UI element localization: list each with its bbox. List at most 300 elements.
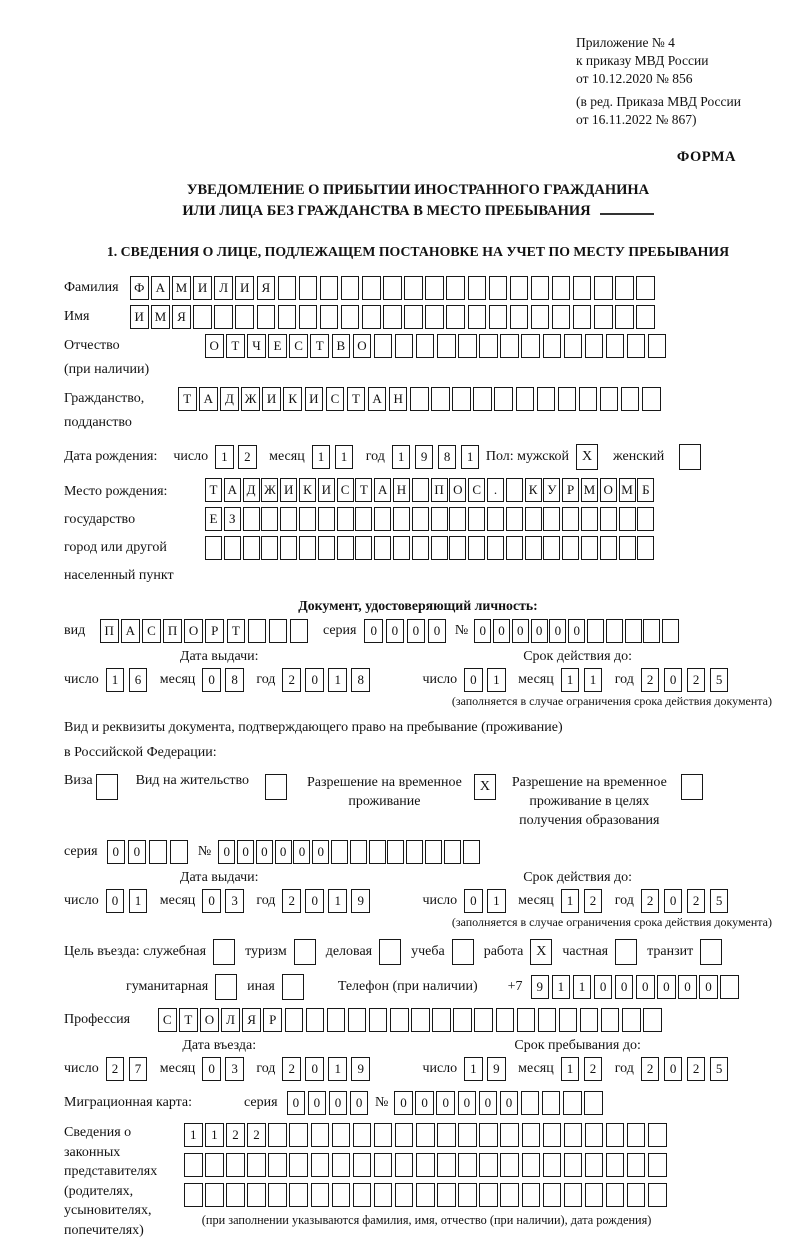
char-cell[interactable]: 0 [474,619,491,643]
char-cell[interactable] [573,305,592,329]
char-cell[interactable]: 0 [415,1091,434,1115]
checkbox-visa[interactable] [96,774,118,800]
char-cell[interactable] [332,1183,351,1207]
doc-valid-month-boxes[interactable] [561,668,607,692]
char-cell[interactable] [648,1123,667,1147]
char-cell[interactable]: 0 [458,1091,477,1115]
char-cell[interactable] [247,1183,266,1207]
char-cell[interactable]: 0 [464,668,483,692]
char-cell[interactable] [289,1183,308,1207]
char-cell[interactable]: 3 [225,1057,244,1081]
char-cell[interactable] [452,387,471,411]
stay-day-boxes[interactable] [464,1057,510,1081]
char-cell[interactable] [468,276,487,300]
char-cell[interactable] [458,1153,477,1177]
char-cell[interactable]: 1 [312,445,331,469]
char-cell[interactable] [510,305,529,329]
char-cell[interactable] [383,305,402,329]
char-cell[interactable]: Т [178,387,197,411]
char-cell[interactable] [521,1091,540,1115]
char-cell[interactable]: 0 [237,840,254,864]
char-cell[interactable] [584,1091,603,1115]
char-cell[interactable] [193,305,212,329]
char-cell[interactable] [627,334,646,358]
char-cell[interactable] [458,334,477,358]
char-cell[interactable] [369,1008,388,1032]
checkbox-purpose-work[interactable]: X [530,939,552,965]
char-cell[interactable]: Т [355,478,372,502]
char-cell[interactable]: А [199,387,218,411]
char-cell[interactable]: 9 [531,975,550,999]
permit-valid-day-boxes[interactable] [464,889,510,913]
citizenship-boxes[interactable] [178,387,663,411]
char-cell[interactable] [425,840,442,864]
char-cell[interactable] [446,276,465,300]
checkbox-purpose-transit[interactable] [700,939,722,965]
char-cell[interactable]: И [280,478,297,502]
char-cell[interactable] [374,334,393,358]
permit-issue-year-boxes[interactable] [282,889,374,913]
char-cell[interactable]: 0 [107,840,126,864]
char-cell[interactable]: 1 [561,889,580,913]
profession-boxes[interactable] [158,1008,664,1032]
entry-year-boxes[interactable] [282,1057,374,1081]
char-cell[interactable] [506,536,523,560]
char-cell[interactable]: 0 [275,840,292,864]
char-cell[interactable] [594,276,613,300]
char-cell[interactable] [531,276,550,300]
char-cell[interactable]: 5 [710,668,729,692]
char-cell[interactable]: 2 [641,1057,660,1081]
char-cell[interactable] [431,387,450,411]
birth-day-boxes[interactable] [215,445,261,469]
char-cell[interactable] [600,387,619,411]
char-cell[interactable] [525,507,542,531]
char-cell[interactable] [437,334,456,358]
char-cell[interactable] [543,1153,562,1177]
char-cell[interactable] [522,1183,541,1207]
char-cell[interactable]: 0 [512,619,529,643]
char-cell[interactable] [489,305,508,329]
doc-number-boxes[interactable] [474,619,681,643]
char-cell[interactable]: 2 [584,1057,603,1081]
char-cell[interactable] [341,305,360,329]
char-cell[interactable] [474,1008,493,1032]
char-cell[interactable]: 1 [392,445,411,469]
char-cell[interactable]: О [205,334,224,358]
char-cell[interactable]: С [158,1008,177,1032]
guardians-boxes-row2[interactable] [184,1153,669,1177]
char-cell[interactable]: 0 [202,889,221,913]
permit-issue-month-boxes[interactable] [202,889,248,913]
char-cell[interactable] [437,1153,456,1177]
char-cell[interactable] [579,387,598,411]
char-cell[interactable] [226,1153,245,1177]
char-cell[interactable] [627,1183,646,1207]
char-cell[interactable]: Т [226,334,245,358]
char-cell[interactable] [299,536,316,560]
migcard-series-boxes[interactable] [287,1091,371,1115]
char-cell[interactable]: О [600,478,617,502]
char-cell[interactable] [261,536,278,560]
char-cell[interactable] [517,1008,536,1032]
char-cell[interactable] [393,536,410,560]
char-cell[interactable] [362,276,381,300]
char-cell[interactable]: О [449,478,466,502]
char-cell[interactable] [353,1183,372,1207]
char-cell[interactable]: Я [242,1008,261,1032]
checkbox-purpose-other[interactable] [282,974,304,1000]
char-cell[interactable]: 5 [710,1057,729,1081]
char-cell[interactable]: 8 [351,668,370,692]
char-cell[interactable]: И [235,276,254,300]
char-cell[interactable]: 9 [351,1057,370,1081]
char-cell[interactable] [257,305,276,329]
char-cell[interactable] [268,1153,287,1177]
char-cell[interactable] [406,840,423,864]
char-cell[interactable] [268,1183,287,1207]
char-cell[interactable] [564,1153,583,1177]
char-cell[interactable] [395,1123,414,1147]
char-cell[interactable] [468,507,485,531]
char-cell[interactable] [235,305,254,329]
char-cell[interactable] [327,1008,346,1032]
char-cell[interactable]: Ж [261,478,278,502]
char-cell[interactable] [226,1183,245,1207]
char-cell[interactable] [404,276,423,300]
char-cell[interactable] [627,1153,646,1177]
char-cell[interactable]: 0 [293,840,310,864]
char-cell[interactable]: Т [310,334,329,358]
entry-month-boxes[interactable] [202,1057,248,1081]
char-cell[interactable] [374,536,391,560]
char-cell[interactable]: С [337,478,354,502]
stay-month-boxes[interactable] [561,1057,607,1081]
char-cell[interactable] [449,536,466,560]
char-cell[interactable] [594,305,613,329]
char-cell[interactable] [170,840,189,864]
char-cell[interactable] [412,478,429,502]
char-cell[interactable]: 0 [308,1091,327,1115]
char-cell[interactable]: 0 [305,1057,324,1081]
char-cell[interactable]: 0 [594,975,613,999]
char-cell[interactable] [416,1183,435,1207]
char-cell[interactable] [289,1153,308,1177]
char-cell[interactable] [564,334,583,358]
char-cell[interactable]: И [318,478,335,502]
char-cell[interactable] [395,1153,414,1177]
char-cell[interactable] [537,387,556,411]
char-cell[interactable] [543,1123,562,1147]
char-cell[interactable] [320,276,339,300]
birthplace-boxes-row2[interactable] [205,507,656,531]
surname-boxes[interactable] [130,276,657,300]
char-cell[interactable] [416,334,435,358]
char-cell[interactable]: В [332,334,351,358]
char-cell[interactable] [538,1008,557,1032]
char-cell[interactable]: 0 [479,1091,498,1115]
char-cell[interactable]: А [374,478,391,502]
char-cell[interactable] [337,536,354,560]
char-cell[interactable] [289,1123,308,1147]
char-cell[interactable] [622,1008,641,1032]
char-cell[interactable]: 0 [312,840,329,864]
char-cell[interactable] [543,536,560,560]
char-cell[interactable] [606,1183,625,1207]
char-cell[interactable]: Т [205,478,222,502]
char-cell[interactable]: И [193,276,212,300]
char-cell[interactable] [543,334,562,358]
char-cell[interactable] [648,1183,667,1207]
char-cell[interactable] [411,1008,430,1032]
char-cell[interactable] [383,276,402,300]
char-cell[interactable] [487,507,504,531]
guardians-boxes-row1[interactable] [184,1123,669,1147]
char-cell[interactable] [332,1153,351,1177]
char-cell[interactable]: 0 [500,1091,519,1115]
char-cell[interactable]: 2 [687,1057,706,1081]
char-cell[interactable] [184,1183,203,1207]
char-cell[interactable] [489,276,508,300]
char-cell[interactable]: 0 [657,975,676,999]
checkbox-purpose-business[interactable] [379,939,401,965]
char-cell[interactable]: 7 [129,1057,148,1081]
char-cell[interactable]: 0 [636,975,655,999]
char-cell[interactable]: П [100,619,119,643]
char-cell[interactable]: С [289,334,308,358]
char-cell[interactable]: 1 [184,1123,203,1147]
char-cell[interactable]: О [184,619,203,643]
char-cell[interactable]: О [353,334,372,358]
char-cell[interactable] [437,1183,456,1207]
char-cell[interactable] [581,507,598,531]
char-cell[interactable]: 2 [687,668,706,692]
permit-valid-month-boxes[interactable] [561,889,607,913]
permit-series-boxes[interactable] [107,840,191,864]
char-cell[interactable] [468,536,485,560]
phone-boxes[interactable] [531,975,742,999]
char-cell[interactable] [453,1008,472,1032]
char-cell[interactable] [243,507,260,531]
char-cell[interactable] [479,1123,498,1147]
char-cell[interactable]: 0 [664,889,683,913]
char-cell[interactable] [473,387,492,411]
char-cell[interactable]: З [224,507,241,531]
char-cell[interactable] [585,1153,604,1177]
char-cell[interactable] [299,507,316,531]
char-cell[interactable]: 1 [487,889,506,913]
char-cell[interactable] [479,1183,498,1207]
char-cell[interactable]: 2 [641,668,660,692]
char-cell[interactable]: С [142,619,161,643]
char-cell[interactable] [374,1153,393,1177]
char-cell[interactable] [636,276,655,300]
char-cell[interactable]: М [151,305,170,329]
char-cell[interactable] [463,840,480,864]
char-cell[interactable] [458,1183,477,1207]
char-cell[interactable] [600,536,617,560]
doc-valid-year-boxes[interactable] [641,668,733,692]
char-cell[interactable] [494,387,513,411]
checkbox-female[interactable] [679,444,701,470]
char-cell[interactable]: 1 [205,1123,224,1147]
char-cell[interactable] [516,387,535,411]
checkbox-purpose-private[interactable] [615,939,637,965]
char-cell[interactable]: 0 [128,840,147,864]
char-cell[interactable] [496,1008,515,1032]
char-cell[interactable]: Е [205,507,222,531]
char-cell[interactable]: Т [179,1008,198,1032]
char-cell[interactable] [332,1123,351,1147]
char-cell[interactable] [431,536,448,560]
char-cell[interactable]: 0 [493,619,510,643]
char-cell[interactable] [437,1123,456,1147]
birth-month-boxes[interactable] [312,445,358,469]
char-cell[interactable]: 0 [350,1091,369,1115]
patronymic-boxes[interactable] [205,334,669,358]
char-cell[interactable]: Т [347,387,366,411]
char-cell[interactable] [318,536,335,560]
char-cell[interactable] [510,276,529,300]
char-cell[interactable] [585,1123,604,1147]
char-cell[interactable]: К [525,478,542,502]
char-cell[interactable] [425,276,444,300]
char-cell[interactable]: А [368,387,387,411]
char-cell[interactable] [500,334,519,358]
char-cell[interactable]: 0 [305,668,324,692]
char-cell[interactable]: К [299,478,316,502]
char-cell[interactable] [278,305,297,329]
doc-valid-day-boxes[interactable] [464,668,510,692]
char-cell[interactable] [615,276,634,300]
char-cell[interactable]: П [163,619,182,643]
char-cell[interactable] [562,536,579,560]
char-cell[interactable] [311,1153,330,1177]
char-cell[interactable] [214,305,233,329]
char-cell[interactable] [369,840,386,864]
char-cell[interactable]: Н [389,387,408,411]
char-cell[interactable]: 2 [641,889,660,913]
char-cell[interactable] [521,334,540,358]
char-cell[interactable] [431,507,448,531]
char-cell[interactable]: Д [220,387,239,411]
char-cell[interactable]: 1 [328,1057,347,1081]
char-cell[interactable]: Ч [247,334,266,358]
char-cell[interactable]: П [431,478,448,502]
char-cell[interactable]: 1 [552,975,571,999]
checkbox-purpose-tourism[interactable] [294,939,316,965]
char-cell[interactable]: 0 [202,668,221,692]
char-cell[interactable]: 1 [328,889,347,913]
char-cell[interactable]: М [581,478,598,502]
char-cell[interactable] [606,1153,625,1177]
char-cell[interactable] [390,1008,409,1032]
char-cell[interactable] [374,507,391,531]
char-cell[interactable]: 2 [106,1057,125,1081]
char-cell[interactable]: 1 [328,668,347,692]
char-cell[interactable]: 0 [106,889,125,913]
char-cell[interactable] [637,536,654,560]
char-cell[interactable] [643,619,660,643]
char-cell[interactable] [563,1091,582,1115]
char-cell[interactable] [581,536,598,560]
char-cell[interactable] [362,305,381,329]
char-cell[interactable]: Н [393,478,410,502]
char-cell[interactable] [410,387,429,411]
char-cell[interactable]: 9 [415,445,434,469]
char-cell[interactable] [395,1183,414,1207]
char-cell[interactable] [355,507,372,531]
char-cell[interactable]: 0 [699,975,718,999]
char-cell[interactable]: А [224,478,241,502]
char-cell[interactable]: 8 [438,445,457,469]
char-cell[interactable] [606,619,623,643]
char-cell[interactable] [525,536,542,560]
char-cell[interactable] [374,1183,393,1207]
char-cell[interactable] [580,1008,599,1032]
char-cell[interactable] [606,1123,625,1147]
char-cell[interactable] [552,276,571,300]
char-cell[interactable]: 0 [287,1091,306,1115]
char-cell[interactable] [621,387,640,411]
char-cell[interactable] [619,536,636,560]
name-boxes[interactable] [130,305,657,329]
char-cell[interactable]: М [619,478,636,502]
char-cell[interactable] [573,276,592,300]
checkbox-purpose-official[interactable] [213,939,235,965]
char-cell[interactable]: 2 [238,445,257,469]
char-cell[interactable] [205,536,222,560]
char-cell[interactable]: 0 [678,975,697,999]
char-cell[interactable] [648,1153,667,1177]
char-cell[interactable]: Б [637,478,654,502]
char-cell[interactable] [585,334,604,358]
char-cell[interactable] [542,1091,561,1115]
char-cell[interactable] [318,507,335,531]
char-cell[interactable] [500,1183,519,1207]
char-cell[interactable]: 0 [664,668,683,692]
char-cell[interactable]: 0 [464,889,483,913]
char-cell[interactable]: 5 [710,889,729,913]
birthplace-boxes-row3[interactable] [205,536,656,560]
char-cell[interactable] [393,507,410,531]
char-cell[interactable] [331,840,348,864]
char-cell[interactable] [350,840,367,864]
char-cell[interactable] [637,507,654,531]
char-cell[interactable] [552,305,571,329]
char-cell[interactable]: К [283,387,302,411]
char-cell[interactable]: 1 [573,975,592,999]
char-cell[interactable]: У [543,478,560,502]
char-cell[interactable] [587,619,604,643]
char-cell[interactable] [299,276,318,300]
char-cell[interactable]: Р [562,478,579,502]
char-cell[interactable] [642,387,661,411]
permit-issue-day-boxes[interactable] [106,889,152,913]
migcard-number-boxes[interactable] [394,1091,605,1115]
char-cell[interactable] [412,536,429,560]
char-cell[interactable]: 9 [487,1057,506,1081]
birth-year-boxes[interactable] [392,445,484,469]
checkbox-male[interactable]: X [576,444,598,470]
char-cell[interactable]: 0 [386,619,405,643]
char-cell[interactable] [601,1008,620,1032]
char-cell[interactable] [449,507,466,531]
char-cell[interactable]: . [487,478,504,502]
char-cell[interactable] [500,1123,519,1147]
char-cell[interactable]: О [200,1008,219,1032]
char-cell[interactable] [374,1123,393,1147]
